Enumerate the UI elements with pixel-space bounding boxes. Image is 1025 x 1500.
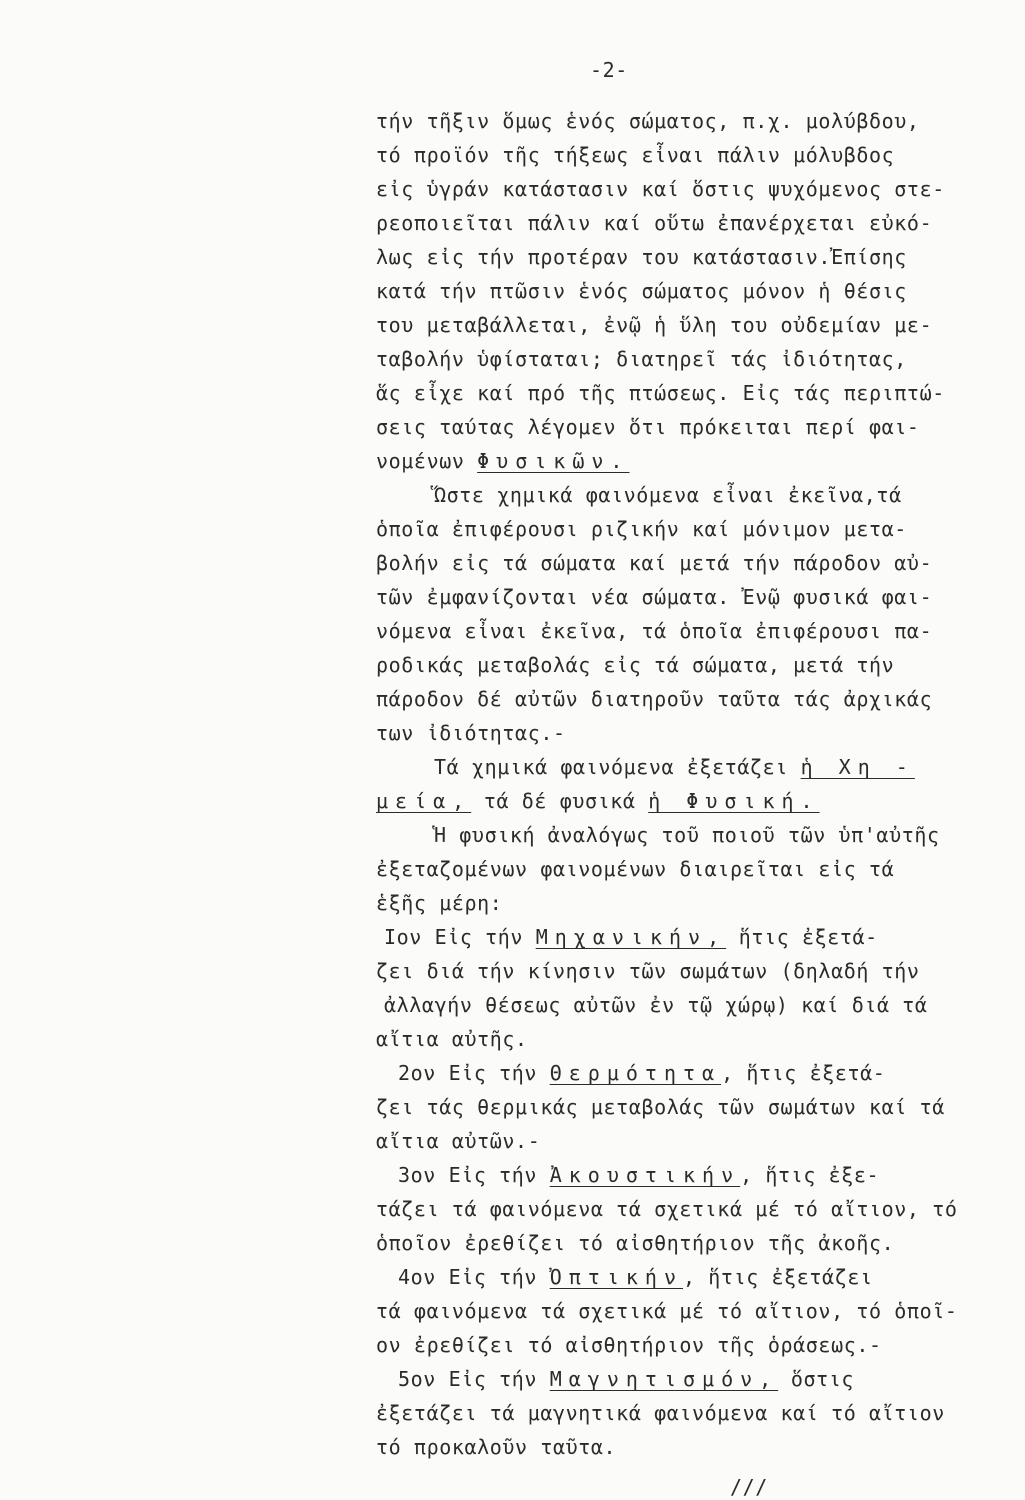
- term-acoustics: Ἀκουστικήν: [549, 1163, 741, 1187]
- text-segment: , ἥτις ἐξε-: [740, 1163, 880, 1187]
- list-item-4: [376, 1260, 976, 1294]
- text-line: ἑξῆς μέρη:: [376, 891, 503, 915]
- text-line: τό προϊόν τῆς τήξεως εἶναι πάλιν μόλυβδος: [376, 143, 895, 167]
- list-item-5: [376, 1362, 976, 1396]
- text-segment: 5ον Εἰς τήν: [398, 1367, 550, 1391]
- text-line: ταβολήν ὑφίσταται; διατηρεῖ τάς ἰδιότητας,: [376, 347, 907, 371]
- text-line: των ἰδιότητας.-: [376, 721, 566, 745]
- text-line: [376, 784, 976, 818]
- text-line: ρεοποιεῖται πάλιν καί οὕτω ἐπανέρχεται εὐκό-: [376, 211, 933, 235]
- list-item-1: [376, 920, 976, 954]
- text-line: κατά τήν πτῶσιν ἑνός σώματος μόνον ἡ θέσις: [376, 279, 907, 303]
- text-line: του μεταβάλλεται, ἐνῷ ἡ ὕλη του οὐδεμίαν με-: [376, 313, 933, 337]
- text-line: τά φαινόμενα τά σχετικά μέ τό αἴτιον, τό ὁποῖ-: [376, 1299, 958, 1323]
- text-line: ροδικάς μεταβολάς εἰς τά σώματα, μετά τήν: [376, 653, 895, 677]
- term-physical: Φυσικῶν.: [477, 449, 630, 473]
- continuation-mark: ///: [730, 1475, 768, 1499]
- text-line: τό προκαλοῦν ταῦτα.: [376, 1435, 617, 1459]
- text-line: [376, 444, 976, 478]
- text-line: Ὥστε χημικά φαινόμενα εἶναι ἐκεῖνα,τά: [434, 483, 902, 507]
- text-segment: ἥτις ἐξετά-: [726, 925, 878, 949]
- text-line: πάροδον δέ αὐτῶν διατηροῦν ταῦτα τάς ἀρχικάς: [376, 687, 933, 711]
- term-optics: Ὀπτικήν: [549, 1265, 683, 1289]
- list-item-2: [376, 1056, 976, 1090]
- text-line: ὁποῖον ἐρεθίζει τό αἰσθητήριον τῆς ἀκοῆς.: [376, 1231, 895, 1255]
- page-number: -2-: [590, 58, 628, 82]
- text-line: [376, 750, 976, 784]
- text-line: σεις ταύτας λέγομεν ὅτι πρόκειται περί φαι-: [376, 415, 920, 439]
- text-segment: νομένων: [376, 449, 478, 473]
- text-line: ζει διά τήν κίνησιν τῶν σωμάτων (δηλαδή τήν: [376, 959, 920, 983]
- text-line: ον ἐρεθίζει τό αἰσθητήριον τῆς ὁράσεως.-: [376, 1333, 882, 1357]
- term-chemistry-part1: ἡ Χη -: [800, 755, 915, 779]
- text-line: τήν τῆξιν ὅμως ἑνός σώματος, π.χ. μολύβδου,: [376, 109, 920, 133]
- text-segment: Τά χημικά φαινόμενα ἐξετάζει: [434, 755, 801, 779]
- text-segment: 4ον Εἰς τήν: [398, 1265, 550, 1289]
- term-mechanics: Μηχανικήν,: [535, 925, 727, 949]
- text-line: τάζει τά φαινόμενα τά σχετικά μέ τό αἴτιον, τό: [376, 1197, 958, 1221]
- text-line: νόμενα εἶναι ἐκεῖνα, τά ὁποῖα ἐπιφέρουσι πα-: [376, 619, 933, 643]
- text-line: ἐξετάζει τά μαγνητικά φαινόμενα καί τό αἴτιον: [376, 1401, 945, 1425]
- text-line: ἅς εἶχε καί πρό τῆς πτώσεως. Εἰς τάς περιπτώ-: [376, 381, 945, 405]
- text-segment: Ιον Εἰς τήν: [384, 925, 536, 949]
- text-line: Ἡ φυσική ἀναλόγως τοῦ ποιοῦ τῶν ὑπ'αὐτῆς: [434, 823, 940, 847]
- text-line: εἰς ὑγράν κατάστασιν καί ὅστις ψυχόμενος στε-: [376, 177, 945, 201]
- text-segment: 2ον Εἰς τήν: [398, 1061, 550, 1085]
- list-item-3: [376, 1158, 976, 1192]
- term-heat: Θερμότητα: [549, 1061, 722, 1085]
- text-line: αἴτια αὐτῆς.: [376, 1027, 528, 1051]
- text-line: ἐξεταζομένων φαινομένων διαιρεῖται εἰς τά: [376, 857, 895, 881]
- body-text: [376, 104, 976, 1464]
- text-segment: , ἥτις ἐξετά-: [721, 1061, 886, 1085]
- term-magnetism: Μαγνητισμόν,: [549, 1367, 779, 1391]
- text-line: τῶν ἐμφανίζονται νέα σώματα. Ἐνῷ φυσικά φαι-: [376, 585, 933, 609]
- text-segment: , ἥτις ἐξετάζει: [683, 1265, 873, 1289]
- text-line: λως εἰς τήν προτέραν του κατάστασιν.Ἐπίσης: [376, 245, 907, 269]
- text-segment: τά δέ φυσικά: [471, 789, 649, 813]
- term-physics: ἡ Φυσική.: [648, 789, 820, 813]
- text-line: ζει τάς θερμικάς μεταβολάς τῶν σωμάτων καί τά: [376, 1095, 945, 1119]
- text-line: βολήν εἰς τά σώματα καί μετά τήν πάροδον αὐ-: [376, 551, 933, 575]
- text-segment: ὅστις: [778, 1367, 855, 1391]
- text-line: αἴτια αὐτῶν.-: [376, 1129, 541, 1153]
- term-chemistry-part2: μεία,: [376, 789, 472, 813]
- text-line: ἀλλαγήν θέσεως αὐτῶν ἐν τῷ χώρῳ) καί διά τά: [384, 993, 928, 1017]
- text-line: ὁποῖα ἐπιφέρουσι ριζικήν καί μόνιμον μετα-: [376, 517, 907, 541]
- text-segment: 3ον Εἰς τήν: [398, 1163, 550, 1187]
